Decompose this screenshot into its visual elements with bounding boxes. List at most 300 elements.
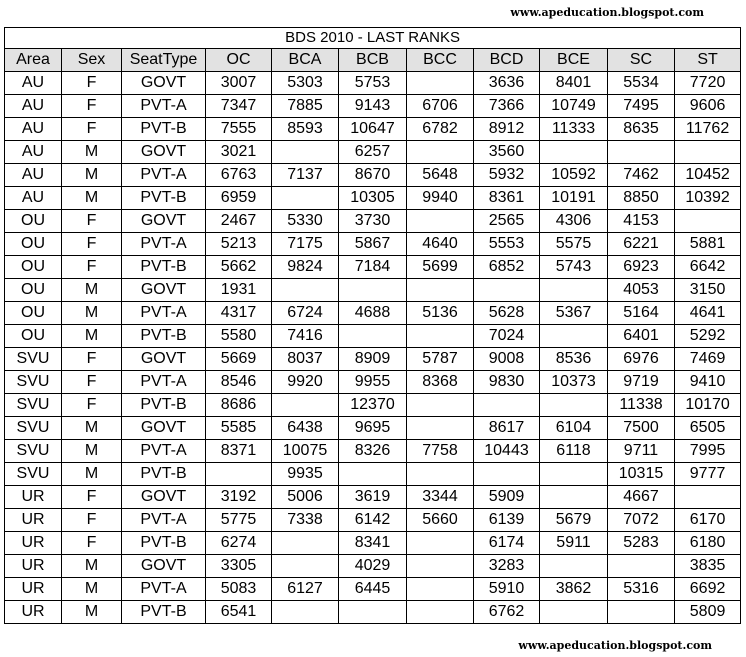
table-row — [5, 348, 741, 371]
table-cell-bca: 5303 — [272, 72, 339, 95]
table-cell-bca — [272, 141, 339, 164]
table-cell-st: 4641 — [675, 302, 741, 325]
table-cell-sc: 4153 — [608, 210, 675, 233]
table-cell-st: 7995 — [675, 440, 741, 463]
table-cell-bcb: 8326 — [339, 440, 407, 463]
table-cell-sc: 4053 — [608, 279, 675, 302]
table-cell-bcd: 5909 — [474, 486, 540, 509]
table-cell-bcb — [339, 463, 407, 486]
table-cell-area: SVU — [5, 371, 62, 394]
table-cell-bca: 9920 — [272, 371, 339, 394]
table-cell-bce: 5679 — [540, 509, 608, 532]
table-body — [5, 72, 741, 624]
table-cell-bcc — [407, 325, 474, 348]
table-cell-sc: 6401 — [608, 325, 675, 348]
site-url-top: www.apeducation.blogspot.com — [510, 6, 704, 19]
table-cell-st: 9410 — [675, 371, 741, 394]
table-cell-bcd — [474, 463, 540, 486]
table-cell-st: 6505 — [675, 417, 741, 440]
table-cell-seattype: PVT-B — [122, 118, 206, 141]
table-cell-bcd — [474, 394, 540, 417]
table-cell-area: UR — [5, 555, 62, 578]
table-cell-bcd: 6174 — [474, 532, 540, 555]
table-cell-bcb: 4688 — [339, 302, 407, 325]
table-cell-bcd — [474, 279, 540, 302]
table-cell-oc: 6763 — [206, 164, 272, 187]
column-header-bca: BCA — [272, 49, 339, 72]
table-cell-bca: 7416 — [272, 325, 339, 348]
table-row — [5, 509, 741, 532]
table-cell-st: 10170 — [675, 394, 741, 417]
table-cell-bca: 5330 — [272, 210, 339, 233]
table-cell-bcc — [407, 555, 474, 578]
table-cell-sex: M — [62, 601, 122, 624]
table-cell-area: OU — [5, 302, 62, 325]
table-cell-bcc — [407, 279, 474, 302]
table-cell-st: 7720 — [675, 72, 741, 95]
table-cell-bcb: 10305 — [339, 187, 407, 210]
table-cell-st: 9606 — [675, 95, 741, 118]
table-cell-bcb — [339, 325, 407, 348]
table-cell-st: 9777 — [675, 463, 741, 486]
table-cell-area: AU — [5, 187, 62, 210]
table-cell-st: 3835 — [675, 555, 741, 578]
table-cell-sc: 9711 — [608, 440, 675, 463]
last-ranks-table — [4, 27, 741, 624]
table-cell-st: 10392 — [675, 187, 741, 210]
table-row — [5, 302, 741, 325]
table-cell-area: SVU — [5, 417, 62, 440]
table-row — [5, 601, 741, 624]
table-cell-bca: 9824 — [272, 256, 339, 279]
table-cell-sc: 7500 — [608, 417, 675, 440]
table-cell-seattype: PVT-B — [122, 325, 206, 348]
table-cell-sex: F — [62, 394, 122, 417]
table-cell-sex: F — [62, 210, 122, 233]
table-cell-sex: M — [62, 463, 122, 486]
table-cell-bce: 5575 — [540, 233, 608, 256]
table-cell-sex: M — [62, 302, 122, 325]
table-cell-oc: 7555 — [206, 118, 272, 141]
table-cell-sex: F — [62, 72, 122, 95]
table-cell-area: UR — [5, 578, 62, 601]
table-cell-st — [675, 486, 741, 509]
table-cell-bcb: 5753 — [339, 72, 407, 95]
table-cell-sc: 11338 — [608, 394, 675, 417]
table-cell-seattype: PVT-A — [122, 509, 206, 532]
table-cell-area: SVU — [5, 440, 62, 463]
table-row — [5, 141, 741, 164]
table-row — [5, 440, 741, 463]
table-cell-bcc — [407, 578, 474, 601]
table-cell-seattype: PVT-B — [122, 256, 206, 279]
table-cell-bca: 6724 — [272, 302, 339, 325]
table-cell-oc: 6274 — [206, 532, 272, 555]
table-cell-oc: 8371 — [206, 440, 272, 463]
table-cell-area: AU — [5, 118, 62, 141]
table-cell-sex: F — [62, 371, 122, 394]
table-cell-bcb: 8909 — [339, 348, 407, 371]
table-cell-bcb: 4029 — [339, 555, 407, 578]
table-cell-bcd: 8912 — [474, 118, 540, 141]
table-cell-st — [675, 210, 741, 233]
table-cell-bce: 5911 — [540, 532, 608, 555]
table-row — [5, 555, 741, 578]
table-cell-oc: 3192 — [206, 486, 272, 509]
table-cell-seattype: GOVT — [122, 72, 206, 95]
table-cell-bce: 5367 — [540, 302, 608, 325]
table-cell-st: 5809 — [675, 601, 741, 624]
table-row — [5, 417, 741, 440]
table-cell-bcb — [339, 601, 407, 624]
table-row — [5, 210, 741, 233]
table-cell-oc: 5580 — [206, 325, 272, 348]
table-row — [5, 578, 741, 601]
table-cell-bce — [540, 463, 608, 486]
table-cell-sex: F — [62, 486, 122, 509]
table-cell-sex: F — [62, 233, 122, 256]
table-cell-sex: M — [62, 325, 122, 348]
table-cell-sex: M — [62, 141, 122, 164]
table-cell-st: 6692 — [675, 578, 741, 601]
table-cell-bcc — [407, 394, 474, 417]
table-cell-sex: F — [62, 348, 122, 371]
table-cell-bca — [272, 532, 339, 555]
table-row — [5, 72, 741, 95]
table-cell-bca: 9935 — [272, 463, 339, 486]
table-cell-area: OU — [5, 279, 62, 302]
table-cell-sex: F — [62, 118, 122, 141]
table-cell-sc — [608, 555, 675, 578]
table-cell-seattype: GOVT — [122, 486, 206, 509]
table-cell-oc: 5669 — [206, 348, 272, 371]
table-cell-oc: 3021 — [206, 141, 272, 164]
table-cell-bcb: 12370 — [339, 394, 407, 417]
table-cell-st: 3150 — [675, 279, 741, 302]
table-cell-oc: 8686 — [206, 394, 272, 417]
table-cell-bcc: 6706 — [407, 95, 474, 118]
table-row — [5, 394, 741, 417]
table-cell-sc: 7462 — [608, 164, 675, 187]
table-cell-area: AU — [5, 164, 62, 187]
table-cell-bca — [272, 555, 339, 578]
table-cell-bcb: 8670 — [339, 164, 407, 187]
table-cell-area: SVU — [5, 463, 62, 486]
table-cell-bca: 6127 — [272, 578, 339, 601]
table-row — [5, 256, 741, 279]
table-cell-bcc: 5660 — [407, 509, 474, 532]
column-header-bcb: BCB — [339, 49, 407, 72]
table-cell-oc: 1931 — [206, 279, 272, 302]
table-row — [5, 164, 741, 187]
table-cell-seattype: PVT-B — [122, 463, 206, 486]
table-cell-bce — [540, 394, 608, 417]
table-cell-sex: F — [62, 95, 122, 118]
table-cell-oc: 5213 — [206, 233, 272, 256]
table-cell-bcb: 10647 — [339, 118, 407, 141]
table-cell-seattype: GOVT — [122, 348, 206, 371]
table-cell-st: 6642 — [675, 256, 741, 279]
table-cell-seattype: PVT-B — [122, 394, 206, 417]
site-url-bottom: www.apeducation.blogspot.com — [518, 639, 712, 652]
table-cell-bcd: 10443 — [474, 440, 540, 463]
table-cell-bcc — [407, 141, 474, 164]
table-cell-area: AU — [5, 141, 62, 164]
title-row — [5, 28, 741, 49]
table-cell-sex: M — [62, 164, 122, 187]
table-cell-area: AU — [5, 95, 62, 118]
table-cell-bce: 4306 — [540, 210, 608, 233]
table-cell-area: OU — [5, 233, 62, 256]
table-cell-bca — [272, 601, 339, 624]
table-cell-oc: 6541 — [206, 601, 272, 624]
table-cell-bcd: 9008 — [474, 348, 540, 371]
table-cell-sc: 8850 — [608, 187, 675, 210]
table-cell-oc: 6959 — [206, 187, 272, 210]
table-cell-bcb: 9955 — [339, 371, 407, 394]
table-cell-sex: F — [62, 256, 122, 279]
table-cell-area: SVU — [5, 348, 62, 371]
table-cell-bce: 11333 — [540, 118, 608, 141]
table-cell-sex: M — [62, 440, 122, 463]
table-cell-bcd: 8617 — [474, 417, 540, 440]
table-cell-bce — [540, 486, 608, 509]
table-cell-area: AU — [5, 72, 62, 95]
table-cell-bce — [540, 601, 608, 624]
table-cell-bcd: 6139 — [474, 509, 540, 532]
table-row — [5, 95, 741, 118]
table-row — [5, 187, 741, 210]
table-cell-oc: 8546 — [206, 371, 272, 394]
table-cell-bcd: 5910 — [474, 578, 540, 601]
table-cell-area: OU — [5, 256, 62, 279]
table-row — [5, 532, 741, 555]
table-cell-bce: 10373 — [540, 371, 608, 394]
table-cell-bcc — [407, 417, 474, 440]
table-cell-bca: 7338 — [272, 509, 339, 532]
table-cell-bcc — [407, 72, 474, 95]
table-cell-oc: 5083 — [206, 578, 272, 601]
table-cell-sc: 6923 — [608, 256, 675, 279]
table-cell-sc: 5283 — [608, 532, 675, 555]
table-cell-oc: 5775 — [206, 509, 272, 532]
table-cell-bcc — [407, 532, 474, 555]
column-header-st: ST — [675, 49, 741, 72]
table-cell-bcd: 6762 — [474, 601, 540, 624]
table-cell-sex: M — [62, 187, 122, 210]
table-cell-bcb: 6142 — [339, 509, 407, 532]
table-cell-st: 6170 — [675, 509, 741, 532]
table-cell-bca: 6438 — [272, 417, 339, 440]
table-cell-bcd: 7366 — [474, 95, 540, 118]
table-cell-bce — [540, 279, 608, 302]
table-cell-sc: 8635 — [608, 118, 675, 141]
table-cell-sc: 9719 — [608, 371, 675, 394]
table-cell-bcb: 5867 — [339, 233, 407, 256]
table-cell-sex: F — [62, 509, 122, 532]
table-cell-seattype: PVT-B — [122, 601, 206, 624]
table-cell-area: OU — [5, 210, 62, 233]
table-cell-bca: 8037 — [272, 348, 339, 371]
table-cell-bca: 7175 — [272, 233, 339, 256]
table-cell-oc: 3007 — [206, 72, 272, 95]
table-cell-seattype: PVT-A — [122, 95, 206, 118]
table-cell-bca: 7885 — [272, 95, 339, 118]
table-cell-bcb: 9695 — [339, 417, 407, 440]
table-cell-sc: 6976 — [608, 348, 675, 371]
table-cell-sc: 7495 — [608, 95, 675, 118]
table-cell-seattype: PVT-B — [122, 532, 206, 555]
table-cell-bce: 10191 — [540, 187, 608, 210]
column-header-bcc: BCC — [407, 49, 474, 72]
table-cell-bcb: 6257 — [339, 141, 407, 164]
header-row — [5, 49, 741, 72]
table-cell-bcb: 7184 — [339, 256, 407, 279]
table-row — [5, 118, 741, 141]
table-cell-bca — [272, 279, 339, 302]
table-cell-oc: 5585 — [206, 417, 272, 440]
table-cell-bcc: 5648 — [407, 164, 474, 187]
table-row — [5, 371, 741, 394]
table-cell-oc: 4317 — [206, 302, 272, 325]
table-cell-seattype: PVT-A — [122, 302, 206, 325]
table-cell-bcb: 3730 — [339, 210, 407, 233]
table-cell-sc: 4667 — [608, 486, 675, 509]
table-row — [5, 233, 741, 256]
table-cell-seattype: PVT-A — [122, 371, 206, 394]
table-cell-bcd: 2565 — [474, 210, 540, 233]
table-cell-bce — [540, 555, 608, 578]
table-cell-bcd: 3283 — [474, 555, 540, 578]
table-cell-bcc: 3344 — [407, 486, 474, 509]
table-cell-bcd: 3636 — [474, 72, 540, 95]
column-header-area: Area — [5, 49, 62, 72]
table-cell-bcb — [339, 279, 407, 302]
column-header-bcd: BCD — [474, 49, 540, 72]
table-cell-bcc: 9940 — [407, 187, 474, 210]
column-header-oc: OC — [206, 49, 272, 72]
table-cell-area: UR — [5, 509, 62, 532]
table-cell-oc: 3305 — [206, 555, 272, 578]
table-row — [5, 279, 741, 302]
table-cell-bcd: 5628 — [474, 302, 540, 325]
table-cell-bcb: 6445 — [339, 578, 407, 601]
table-cell-bcb: 9143 — [339, 95, 407, 118]
table-cell-bcd: 9830 — [474, 371, 540, 394]
table-cell-bce: 6104 — [540, 417, 608, 440]
table-cell-seattype: GOVT — [122, 417, 206, 440]
table-cell-st: 5881 — [675, 233, 741, 256]
table-cell-bcc — [407, 601, 474, 624]
table-cell-sex: F — [62, 532, 122, 555]
table-cell-bce: 6118 — [540, 440, 608, 463]
table-row — [5, 463, 741, 486]
table-cell-bca: 8593 — [272, 118, 339, 141]
table-cell-bce — [540, 325, 608, 348]
table-cell-seattype: GOVT — [122, 141, 206, 164]
table-cell-st: 11762 — [675, 118, 741, 141]
table-cell-area: UR — [5, 601, 62, 624]
table-cell-area: UR — [5, 486, 62, 509]
table-cell-bca: 5006 — [272, 486, 339, 509]
table-cell-sc: 10315 — [608, 463, 675, 486]
table-cell-bce: 10749 — [540, 95, 608, 118]
table-cell-st: 5292 — [675, 325, 741, 348]
table-cell-st: 7469 — [675, 348, 741, 371]
table-cell-bce: 8536 — [540, 348, 608, 371]
table-cell-bca — [272, 394, 339, 417]
table-cell-bcc: 7758 — [407, 440, 474, 463]
table-cell-bcb: 8341 — [339, 532, 407, 555]
table-cell-bcc: 5699 — [407, 256, 474, 279]
table-cell-bce — [540, 141, 608, 164]
table-cell-st — [675, 141, 741, 164]
table-cell-bce: 5743 — [540, 256, 608, 279]
table-cell-sex: M — [62, 417, 122, 440]
table-cell-oc — [206, 463, 272, 486]
table-cell-sc — [608, 601, 675, 624]
table-cell-seattype: GOVT — [122, 555, 206, 578]
table-cell-seattype: PVT-A — [122, 578, 206, 601]
table-title: BDS 2010 - LAST RANKS — [5, 28, 741, 49]
table-cell-bce: 8401 — [540, 72, 608, 95]
table-cell-bcd: 7024 — [474, 325, 540, 348]
table-cell-bce: 10592 — [540, 164, 608, 187]
column-header-sc: SC — [608, 49, 675, 72]
table-cell-st: 6180 — [675, 532, 741, 555]
table-cell-bca — [272, 187, 339, 210]
table-cell-bcd: 3560 — [474, 141, 540, 164]
table-cell-st: 10452 — [675, 164, 741, 187]
table-cell-bca: 7137 — [272, 164, 339, 187]
table-cell-sex: M — [62, 555, 122, 578]
column-header-sex: Sex — [62, 49, 122, 72]
table-cell-area: SVU — [5, 394, 62, 417]
table-cell-seattype: GOVT — [122, 210, 206, 233]
table-cell-oc: 5662 — [206, 256, 272, 279]
table-cell-sc: 5316 — [608, 578, 675, 601]
table-cell-bcc — [407, 210, 474, 233]
table-cell-bca: 10075 — [272, 440, 339, 463]
table-cell-sc: 5164 — [608, 302, 675, 325]
table-cell-bce: 3862 — [540, 578, 608, 601]
table-cell-bcd: 6852 — [474, 256, 540, 279]
table-cell-bcb: 3619 — [339, 486, 407, 509]
table-cell-sex: M — [62, 279, 122, 302]
table-cell-seattype: GOVT — [122, 279, 206, 302]
table-cell-bcc: 8368 — [407, 371, 474, 394]
table-cell-sc: 7072 — [608, 509, 675, 532]
table-cell-sc: 5534 — [608, 72, 675, 95]
table-cell-oc: 2467 — [206, 210, 272, 233]
table-cell-bcd: 8361 — [474, 187, 540, 210]
table-cell-seattype: PVT-A — [122, 233, 206, 256]
column-header-bce: BCE — [540, 49, 608, 72]
column-header-seattype: SeatType — [122, 49, 206, 72]
table-cell-sex: M — [62, 578, 122, 601]
table-cell-bcc: 5136 — [407, 302, 474, 325]
table-cell-oc: 7347 — [206, 95, 272, 118]
table-cell-seattype: PVT-A — [122, 164, 206, 187]
table-row — [5, 486, 741, 509]
table-cell-bcd: 5932 — [474, 164, 540, 187]
table-cell-bcd: 5553 — [474, 233, 540, 256]
table-cell-sc — [608, 141, 675, 164]
table-cell-seattype: PVT-B — [122, 187, 206, 210]
table-cell-seattype: PVT-A — [122, 440, 206, 463]
table-cell-area: OU — [5, 325, 62, 348]
table-cell-bcc: 4640 — [407, 233, 474, 256]
